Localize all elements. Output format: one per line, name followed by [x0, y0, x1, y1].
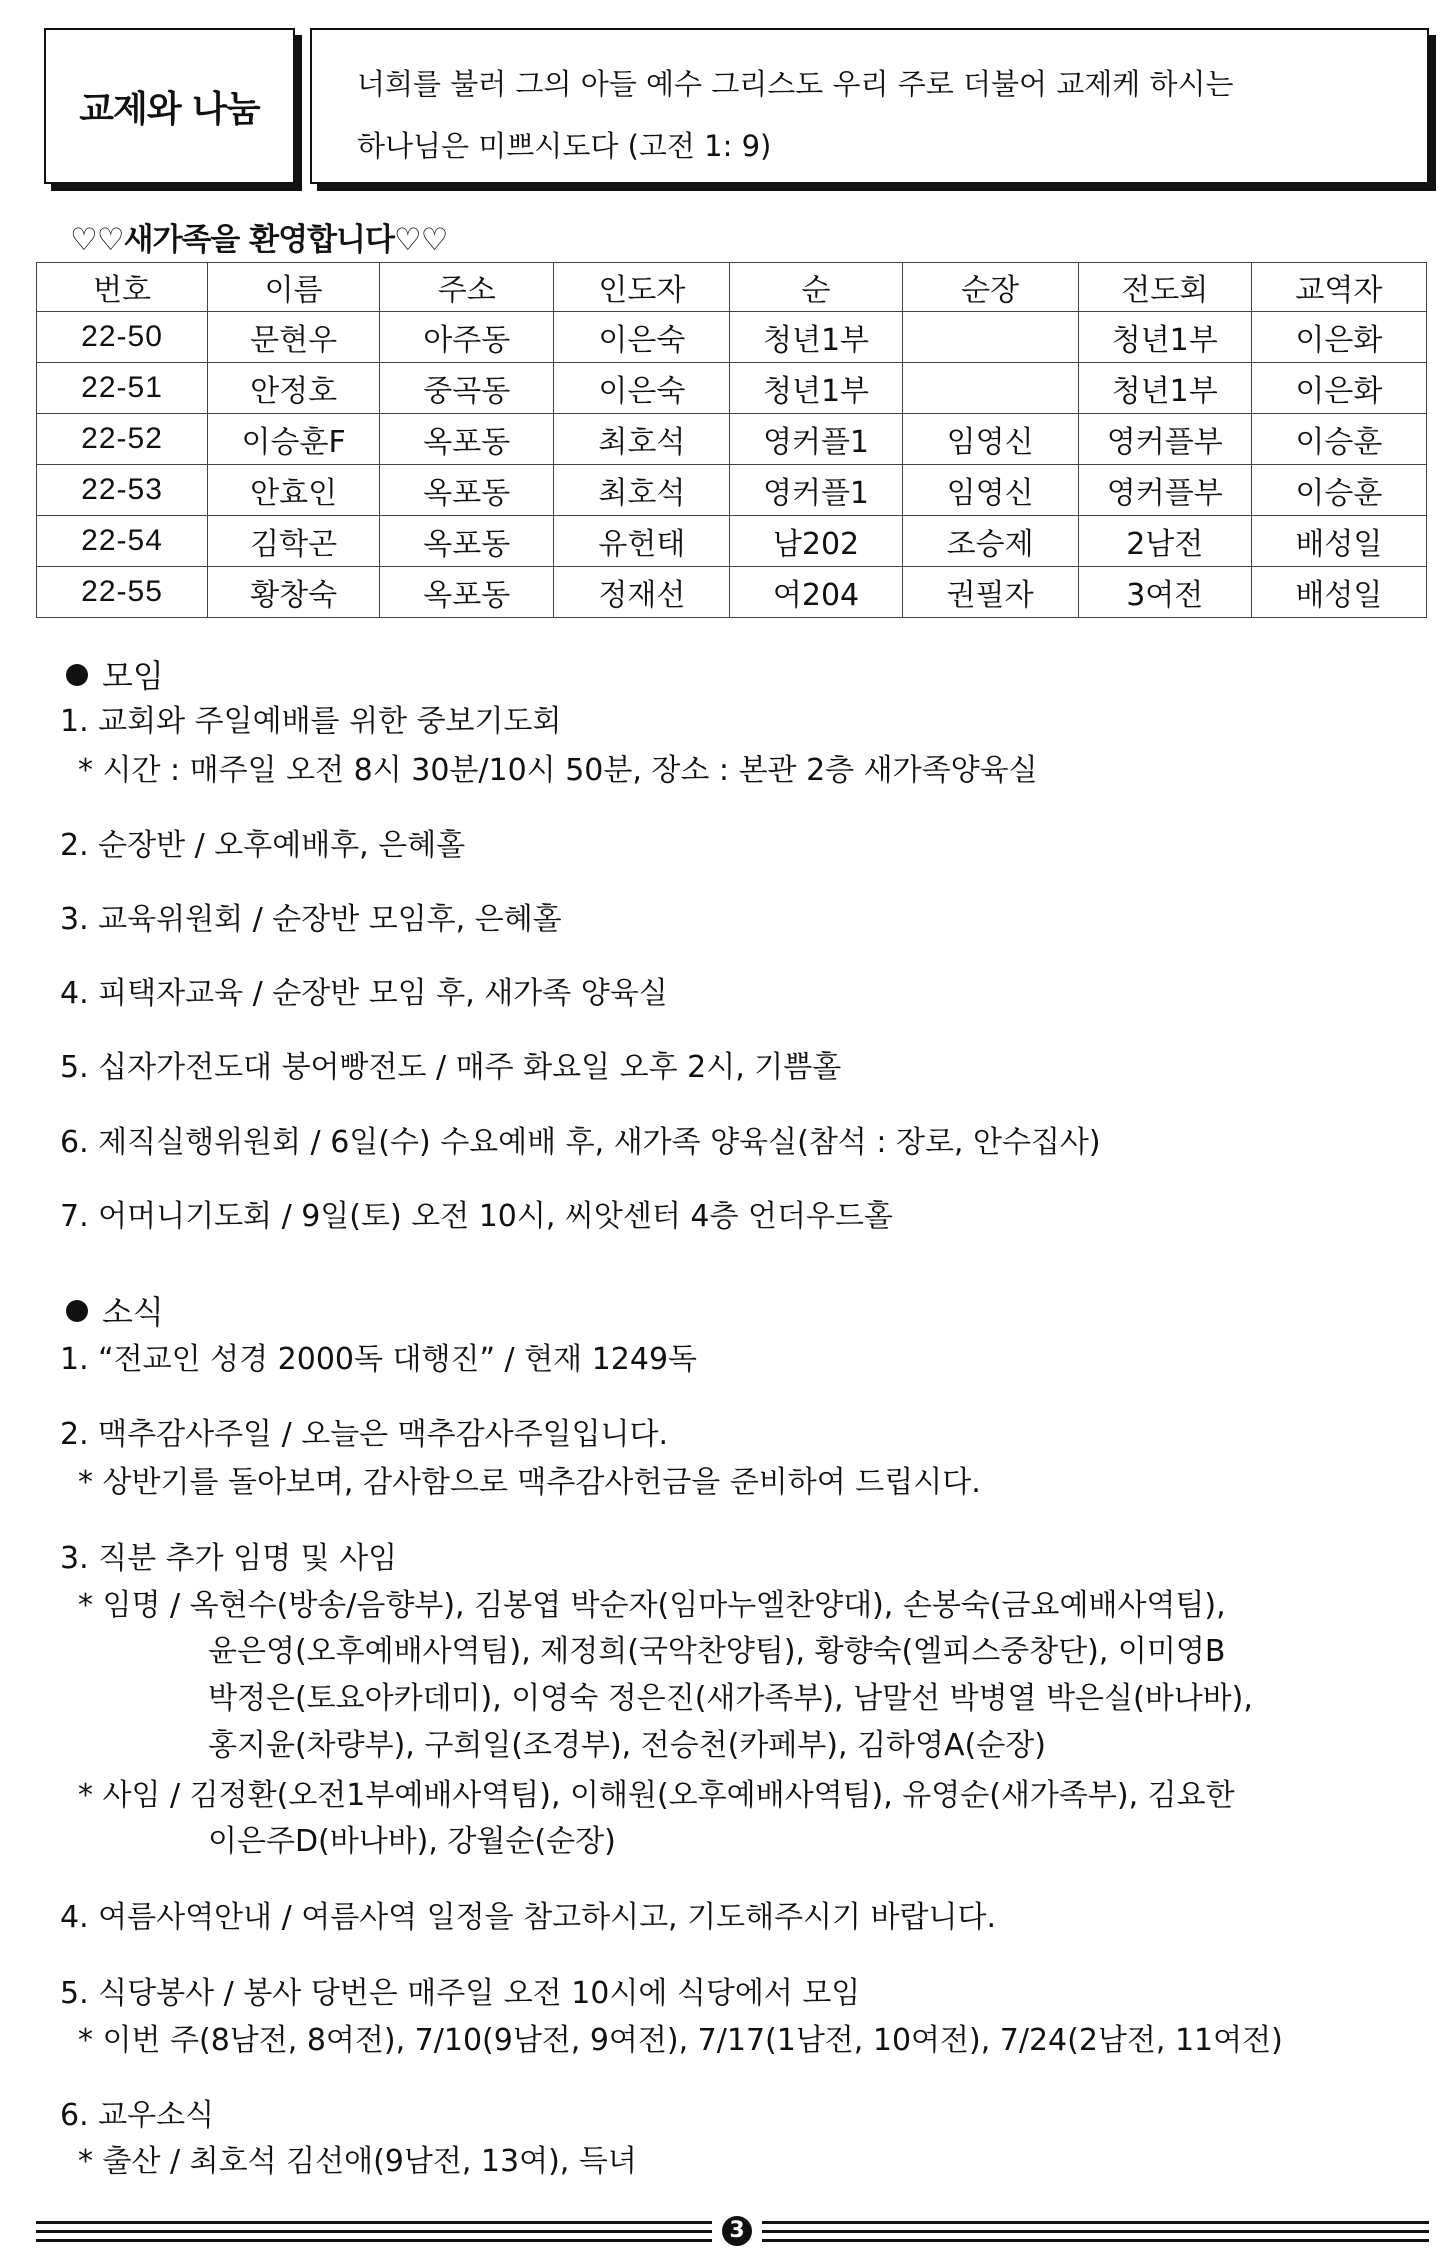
news-detail-cont: 이은주D(바나바), 강월순(순장) — [208, 1824, 616, 1859]
col-header-name: 이름 — [208, 263, 380, 312]
cell: 김학곤 — [208, 516, 380, 567]
cell: 22-54 — [37, 516, 208, 567]
meeting-detail: * 시간 : 매주일 오전 8시 30분/10시 50분, 장소 : 본관 2층 새가족양육실 — [78, 753, 1038, 788]
footer-rule-left — [36, 2239, 712, 2242]
cell — [902, 363, 1078, 414]
meeting-item: 3. 교육위원회 / 순장반 모임후, 은혜홀 — [60, 902, 562, 937]
meeting-item: 1. 교회와 주일예배를 위한 중보기도회 — [60, 704, 562, 739]
cell: 청년1부 — [730, 363, 902, 414]
meetings-heading — [66, 656, 164, 696]
table-header-row — [37, 263, 1427, 312]
news-detail: * 임명 / 옥현수(방송/음향부), 김봉엽 박순자(임마누엘찬양대), 손봉숙(금요예배사역팀), — [78, 1588, 1226, 1623]
cell: 영커플1 — [730, 414, 902, 465]
cell: 22-55 — [37, 567, 208, 618]
news-detail: * 이번 주(8남전, 8여전), 7/10(9남전, 9여전), 7/17(1남전, 10여전), 7/24(2남전, 11여전) — [78, 2023, 1283, 2058]
news-detail: * 출산 / 최호석 김선애(9남전, 13여), 득녀 — [78, 2144, 637, 2179]
cell: 배성일 — [1251, 516, 1426, 567]
cell: 청년1부 — [730, 312, 902, 363]
news-item: 1. “전교인 성경 2000독 대행진” / 현재 1249독 — [60, 1342, 698, 1377]
col-header-guide: 인도자 — [554, 263, 730, 312]
news-item: 4. 여름사역안내 / 여름사역 일정을 참고하시고, 기도해주시기 바랍니다. — [60, 1900, 996, 1935]
news-heading — [66, 1292, 164, 1332]
cell: 옥포동 — [380, 516, 554, 567]
col-header-mission-society: 전도회 — [1078, 263, 1251, 312]
cell: 영커플1 — [730, 465, 902, 516]
footer-rule-left — [36, 2221, 712, 2224]
cell: 이은화 — [1251, 363, 1426, 414]
cell: 최호석 — [554, 414, 730, 465]
cell: 청년1부 — [1078, 312, 1251, 363]
cell: 22-52 — [37, 414, 208, 465]
cell: 문현우 — [208, 312, 380, 363]
news-item: 6. 교우소식 — [60, 2098, 215, 2133]
cell: 남202 — [730, 516, 902, 567]
cell: 이승훈F — [208, 414, 380, 465]
new-family-table — [36, 262, 1427, 618]
cell: 이승훈 — [1251, 465, 1426, 516]
news-item: 2. 맥추감사주일 / 오늘은 맥추감사주일입니다. — [60, 1417, 669, 1452]
cell: 이은숙 — [554, 363, 730, 414]
news-detail: * 사임 / 김정환(오전1부예배사역팀), 이해원(오후예배사역팀), 유영순(새가족부), 김요한 — [78, 1778, 1235, 1813]
news-heading-label: 소식 — [102, 1293, 164, 1331]
cell: 옥포동 — [380, 465, 554, 516]
cell: 유헌태 — [554, 516, 730, 567]
table-row — [37, 363, 1427, 414]
cell: 황창숙 — [208, 567, 380, 618]
cell: 2남전 — [1078, 516, 1251, 567]
cell — [902, 312, 1078, 363]
table-row — [37, 312, 1427, 363]
meetings-heading-label: 모임 — [102, 657, 164, 695]
page-number: 3 — [722, 2216, 752, 2246]
verse-line-1: 너희를 불러 그의 아들 예수 그리스도 우리 주로 더불어 교제케 하시는 — [357, 67, 1234, 101]
cell: 이은숙 — [554, 312, 730, 363]
cell: 22-50 — [37, 312, 208, 363]
cell: 영커플부 — [1078, 414, 1251, 465]
col-header-number: 번호 — [37, 263, 208, 312]
news-detail-cont: 박정은(토요아카데미), 이영숙 정은진(새가족부), 남말선 박병열 박은실(바나바), — [208, 1681, 1253, 1716]
verse-box — [310, 28, 1429, 184]
cell: 여204 — [730, 567, 902, 618]
meeting-item: 4. 피택자교육 / 순장반 모임 후, 새가족 양육실 — [60, 976, 668, 1011]
cell: 옥포동 — [380, 414, 554, 465]
meeting-item: 7. 어머니기도회 / 9일(토) 오전 10시, 씨앗센터 4층 언더우드홀 — [60, 1199, 893, 1234]
verse-line-2: 하나님은 미쁘시도다 (고전 1: 9) — [357, 129, 772, 163]
cell: 배성일 — [1251, 567, 1426, 618]
cell: 정재선 — [554, 567, 730, 618]
section-title-box — [44, 28, 295, 184]
cell: 중곡동 — [380, 363, 554, 414]
footer-rule-right — [762, 2221, 1429, 2224]
col-header-address: 주소 — [380, 263, 554, 312]
meeting-item: 2. 순장반 / 오후예배후, 은혜홀 — [60, 828, 466, 863]
bullet-icon — [66, 1300, 88, 1322]
table-row — [37, 567, 1427, 618]
footer-rule-left — [36, 2230, 712, 2233]
cell: 임영신 — [902, 414, 1078, 465]
section-title: 교제와 나눔 — [79, 88, 260, 130]
cell: 아주동 — [380, 312, 554, 363]
cell: 안정호 — [208, 363, 380, 414]
meeting-item: 5. 십자가전도대 붕어빵전도 / 매주 화요일 오후 2시, 기쁨홀 — [60, 1050, 842, 1085]
cell: 3여전 — [1078, 567, 1251, 618]
news-detail: * 상반기를 돌아보며, 감사함으로 맥추감사헌금을 준비하여 드립시다. — [78, 1465, 981, 1500]
table-row — [37, 465, 1427, 516]
footer-rule-right — [762, 2230, 1429, 2233]
col-header-group-leader: 순장 — [902, 263, 1078, 312]
cell: 청년1부 — [1078, 363, 1251, 414]
cell: 이승훈 — [1251, 414, 1426, 465]
cell: 22-53 — [37, 465, 208, 516]
news-item: 5. 식당봉사 / 봉사 당번은 매주일 오전 10시에 식당에서 모임 — [60, 1976, 861, 2011]
news-item: 3. 직분 추가 임명 및 사임 — [60, 1541, 398, 1576]
news-detail-cont: 윤은영(오후예배사역팀), 제정희(국악찬양팀), 황향숙(엘피스중창단), 이미영B — [208, 1634, 1226, 1669]
cell: 이은화 — [1251, 312, 1426, 363]
meeting-item: 6. 제직실행위원회 / 6일(수) 수요예배 후, 새가족 양육실(참석 : 장로, 안수집사) — [60, 1125, 1101, 1160]
cell: 조승제 — [902, 516, 1078, 567]
cell: 22-51 — [37, 363, 208, 414]
cell: 안효인 — [208, 465, 380, 516]
cell: 영커플부 — [1078, 465, 1251, 516]
col-header-pastor: 교역자 — [1251, 263, 1426, 312]
table-row — [37, 516, 1427, 567]
footer-rule-right — [762, 2239, 1429, 2242]
news-detail-cont: 홍지윤(차량부), 구희일(조경부), 전승천(카페부), 김하영A(순장) — [208, 1728, 1046, 1763]
cell: 임영신 — [902, 465, 1078, 516]
table-row — [37, 414, 1427, 465]
cell: 최호석 — [554, 465, 730, 516]
bullet-icon — [66, 664, 88, 686]
col-header-group: 순 — [730, 263, 902, 312]
cell: 옥포동 — [380, 567, 554, 618]
cell: 권필자 — [902, 567, 1078, 618]
welcome-heading: ♡♡새가족을 환영합니다♡♡ — [70, 222, 448, 258]
